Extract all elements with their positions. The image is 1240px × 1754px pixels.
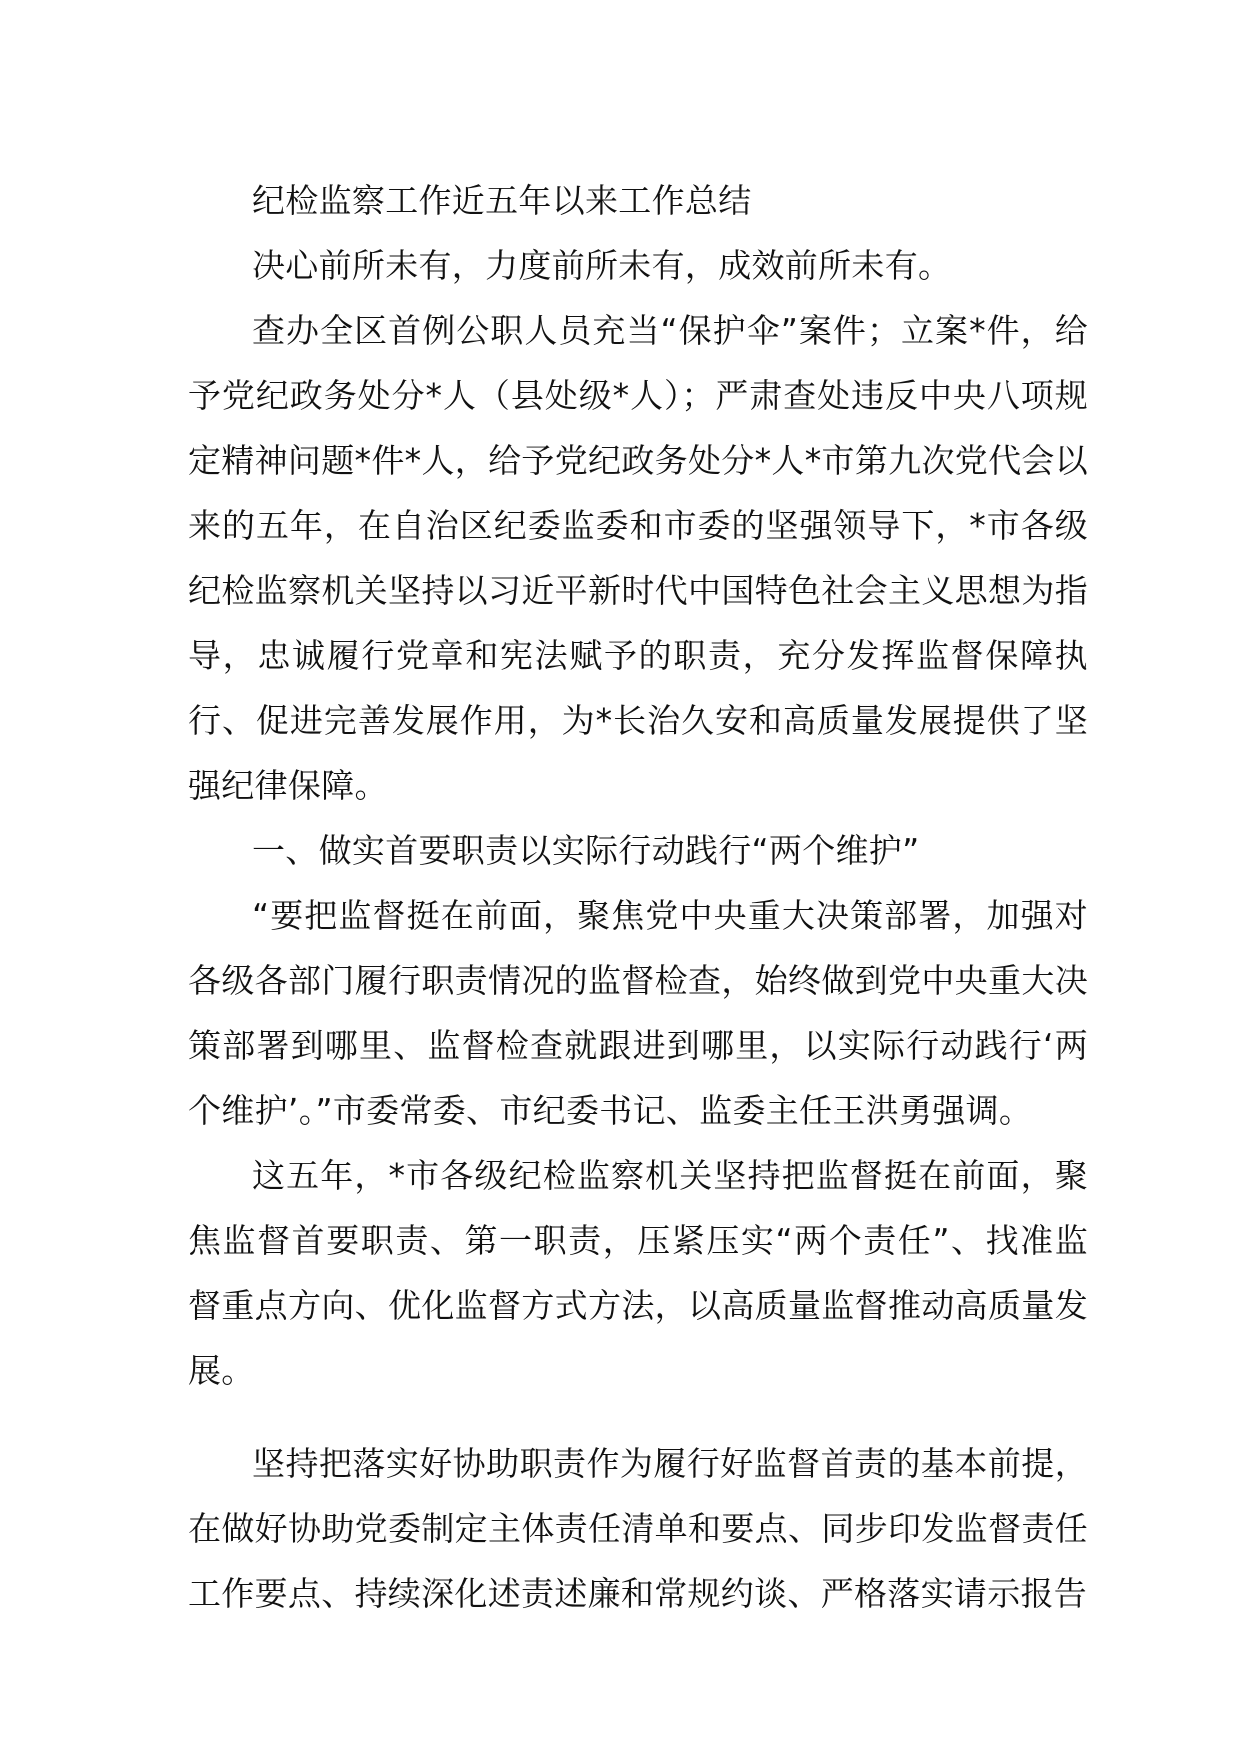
- document-title: 纪检监察工作近五年以来工作总结: [252, 181, 752, 220]
- paragraph-assist-duty: 坚持把落实好协助职责作为履行好监督首责的基本前提，在做好协助党委制定主体责任清单和要点、同步印发监督责任工作要点、持续深化述责述廉和常规约谈、严格落实请示报告: [188, 1444, 1088, 1613]
- paragraph-case-summary: 查办全区首例公职人员充当“保护伞”案件；立案*件，给予党纪政务处分*人（县处级*人）；严肃查处违反中央八项规定精神问题*件*人，给予党纪政务处分*人*市第九次党代会以来的五年，在自治区纪委监委和市委的坚强领导下，*市各级纪检监察机关坚持以习近平新时代中国特色社会主义思想为指导，忠诚履行党章和宪法赋予的职责，充分发挥监督保障执行、促进完善发展作用，为*长治久安和高质量发展提供了坚强纪律保障。: [188, 311, 1088, 805]
- paragraph-five-years: 这五年，*市各级纪检监察机关坚持把监督挺在前面，聚焦监督首要职责、第一职责，压紧压实“两个责任”、找准监督重点方向、优化监督方式方法，以高质量监督推动高质量发展。: [188, 1156, 1088, 1390]
- paragraph-quote: “要把监督挺在前面，聚焦党中央重大决策部署，加强对各级各部门履行职责情况的监督检查，始终做到党中央重大决策部署到哪里、监督检查就跟进到哪里，以实际行动践行‘两个维护’。”市委常委、市纪委书记、监委主任王洪勇强调。: [188, 896, 1088, 1130]
- section-heading-1: 一、做实首要职责以实际行动践行“两个维护”: [252, 831, 920, 870]
- paragraph-intro: 决心前所未有，力度前所未有，成效前所未有。: [252, 246, 952, 285]
- document-body: [188, 168, 1088, 1626]
